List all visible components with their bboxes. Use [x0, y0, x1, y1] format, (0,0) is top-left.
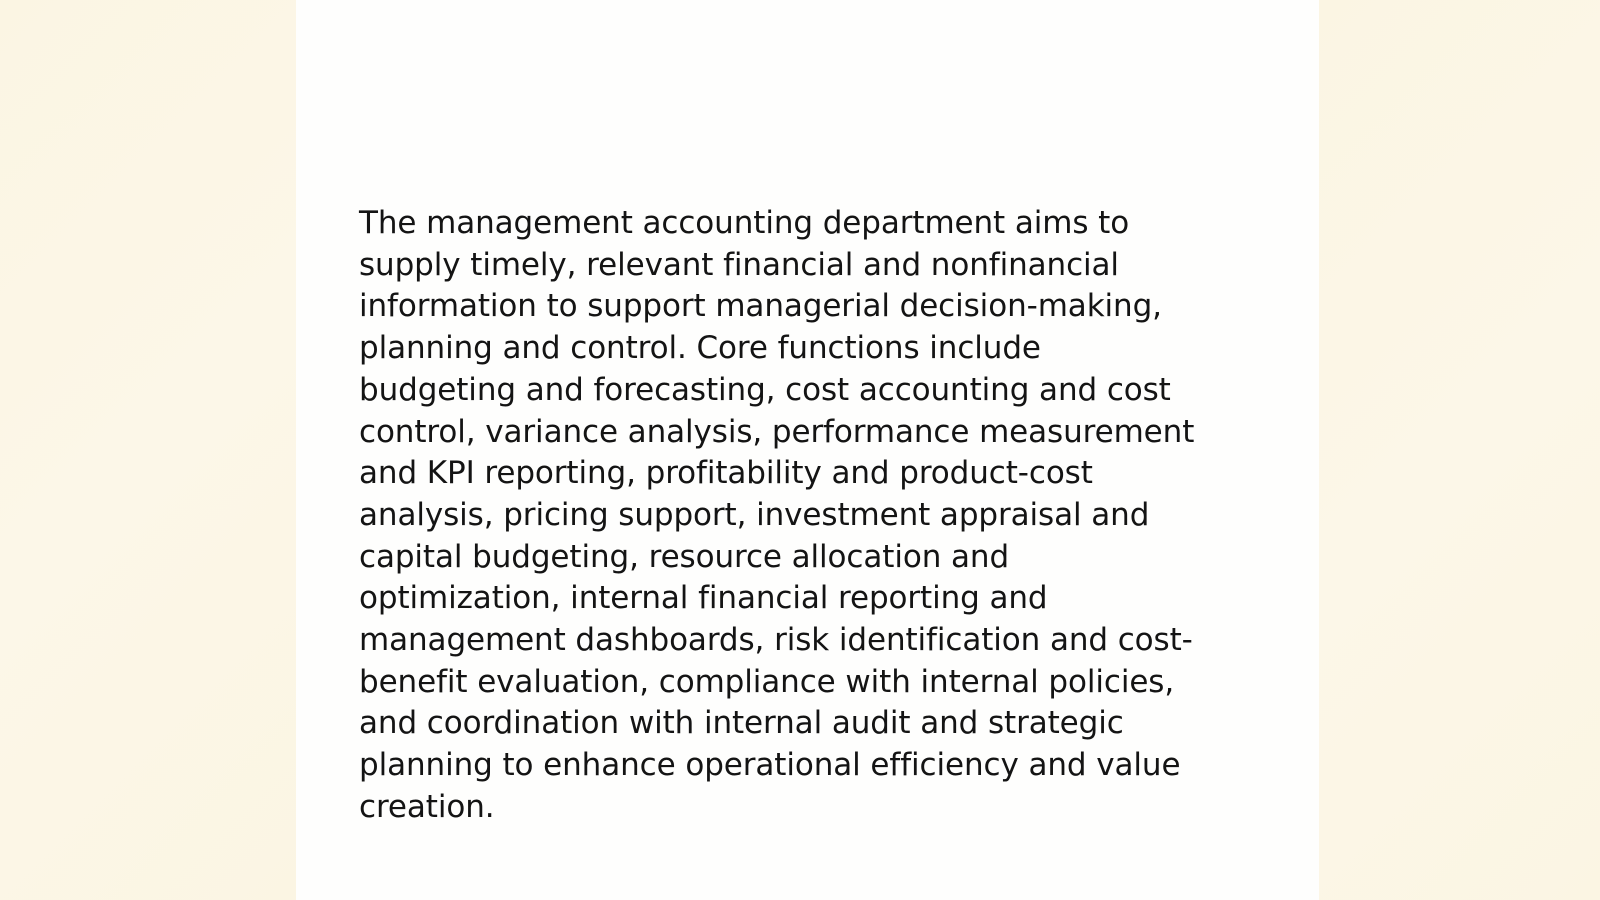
paragraph-line: The management accounting department aims to	[359, 205, 1130, 241]
paragraph-line: creation.	[359, 788, 495, 825]
paragraph-line: budgeting and forecasting, cost accounting and cost	[359, 371, 1171, 408]
right-background-panel	[1319, 0, 1600, 900]
department-description-paragraph	[359, 203, 1239, 829]
paragraph-line: information to support managerial decision-making,	[359, 288, 1162, 325]
paragraph-line: optimization, internal financial reporting and	[359, 580, 1048, 617]
paragraph-line: control, variance analysis, performance measurement	[359, 413, 1195, 450]
paragraph-line: benefit evaluation, compliance with internal policies,	[359, 663, 1175, 700]
paragraph-line: and coordination with internal audit and strategic	[359, 705, 1124, 742]
document-page	[296, 0, 1319, 900]
paragraph-line: and KPI reporting, profitability and product-cost	[359, 455, 1093, 492]
paragraph-line: planning to enhance operational efficiency and value	[359, 747, 1181, 784]
paragraph-line: management dashboards, risk identification and cost-	[359, 622, 1193, 659]
paragraph-line: planning and control. Core functions include	[359, 330, 1041, 367]
paragraph-line: analysis, pricing support, investment appraisal and	[359, 496, 1150, 533]
left-background-panel	[0, 0, 296, 900]
paragraph-line: supply timely, relevant financial and nonfinancial	[359, 246, 1119, 283]
paragraph-line: capital budgeting, resource allocation and	[359, 538, 1010, 575]
